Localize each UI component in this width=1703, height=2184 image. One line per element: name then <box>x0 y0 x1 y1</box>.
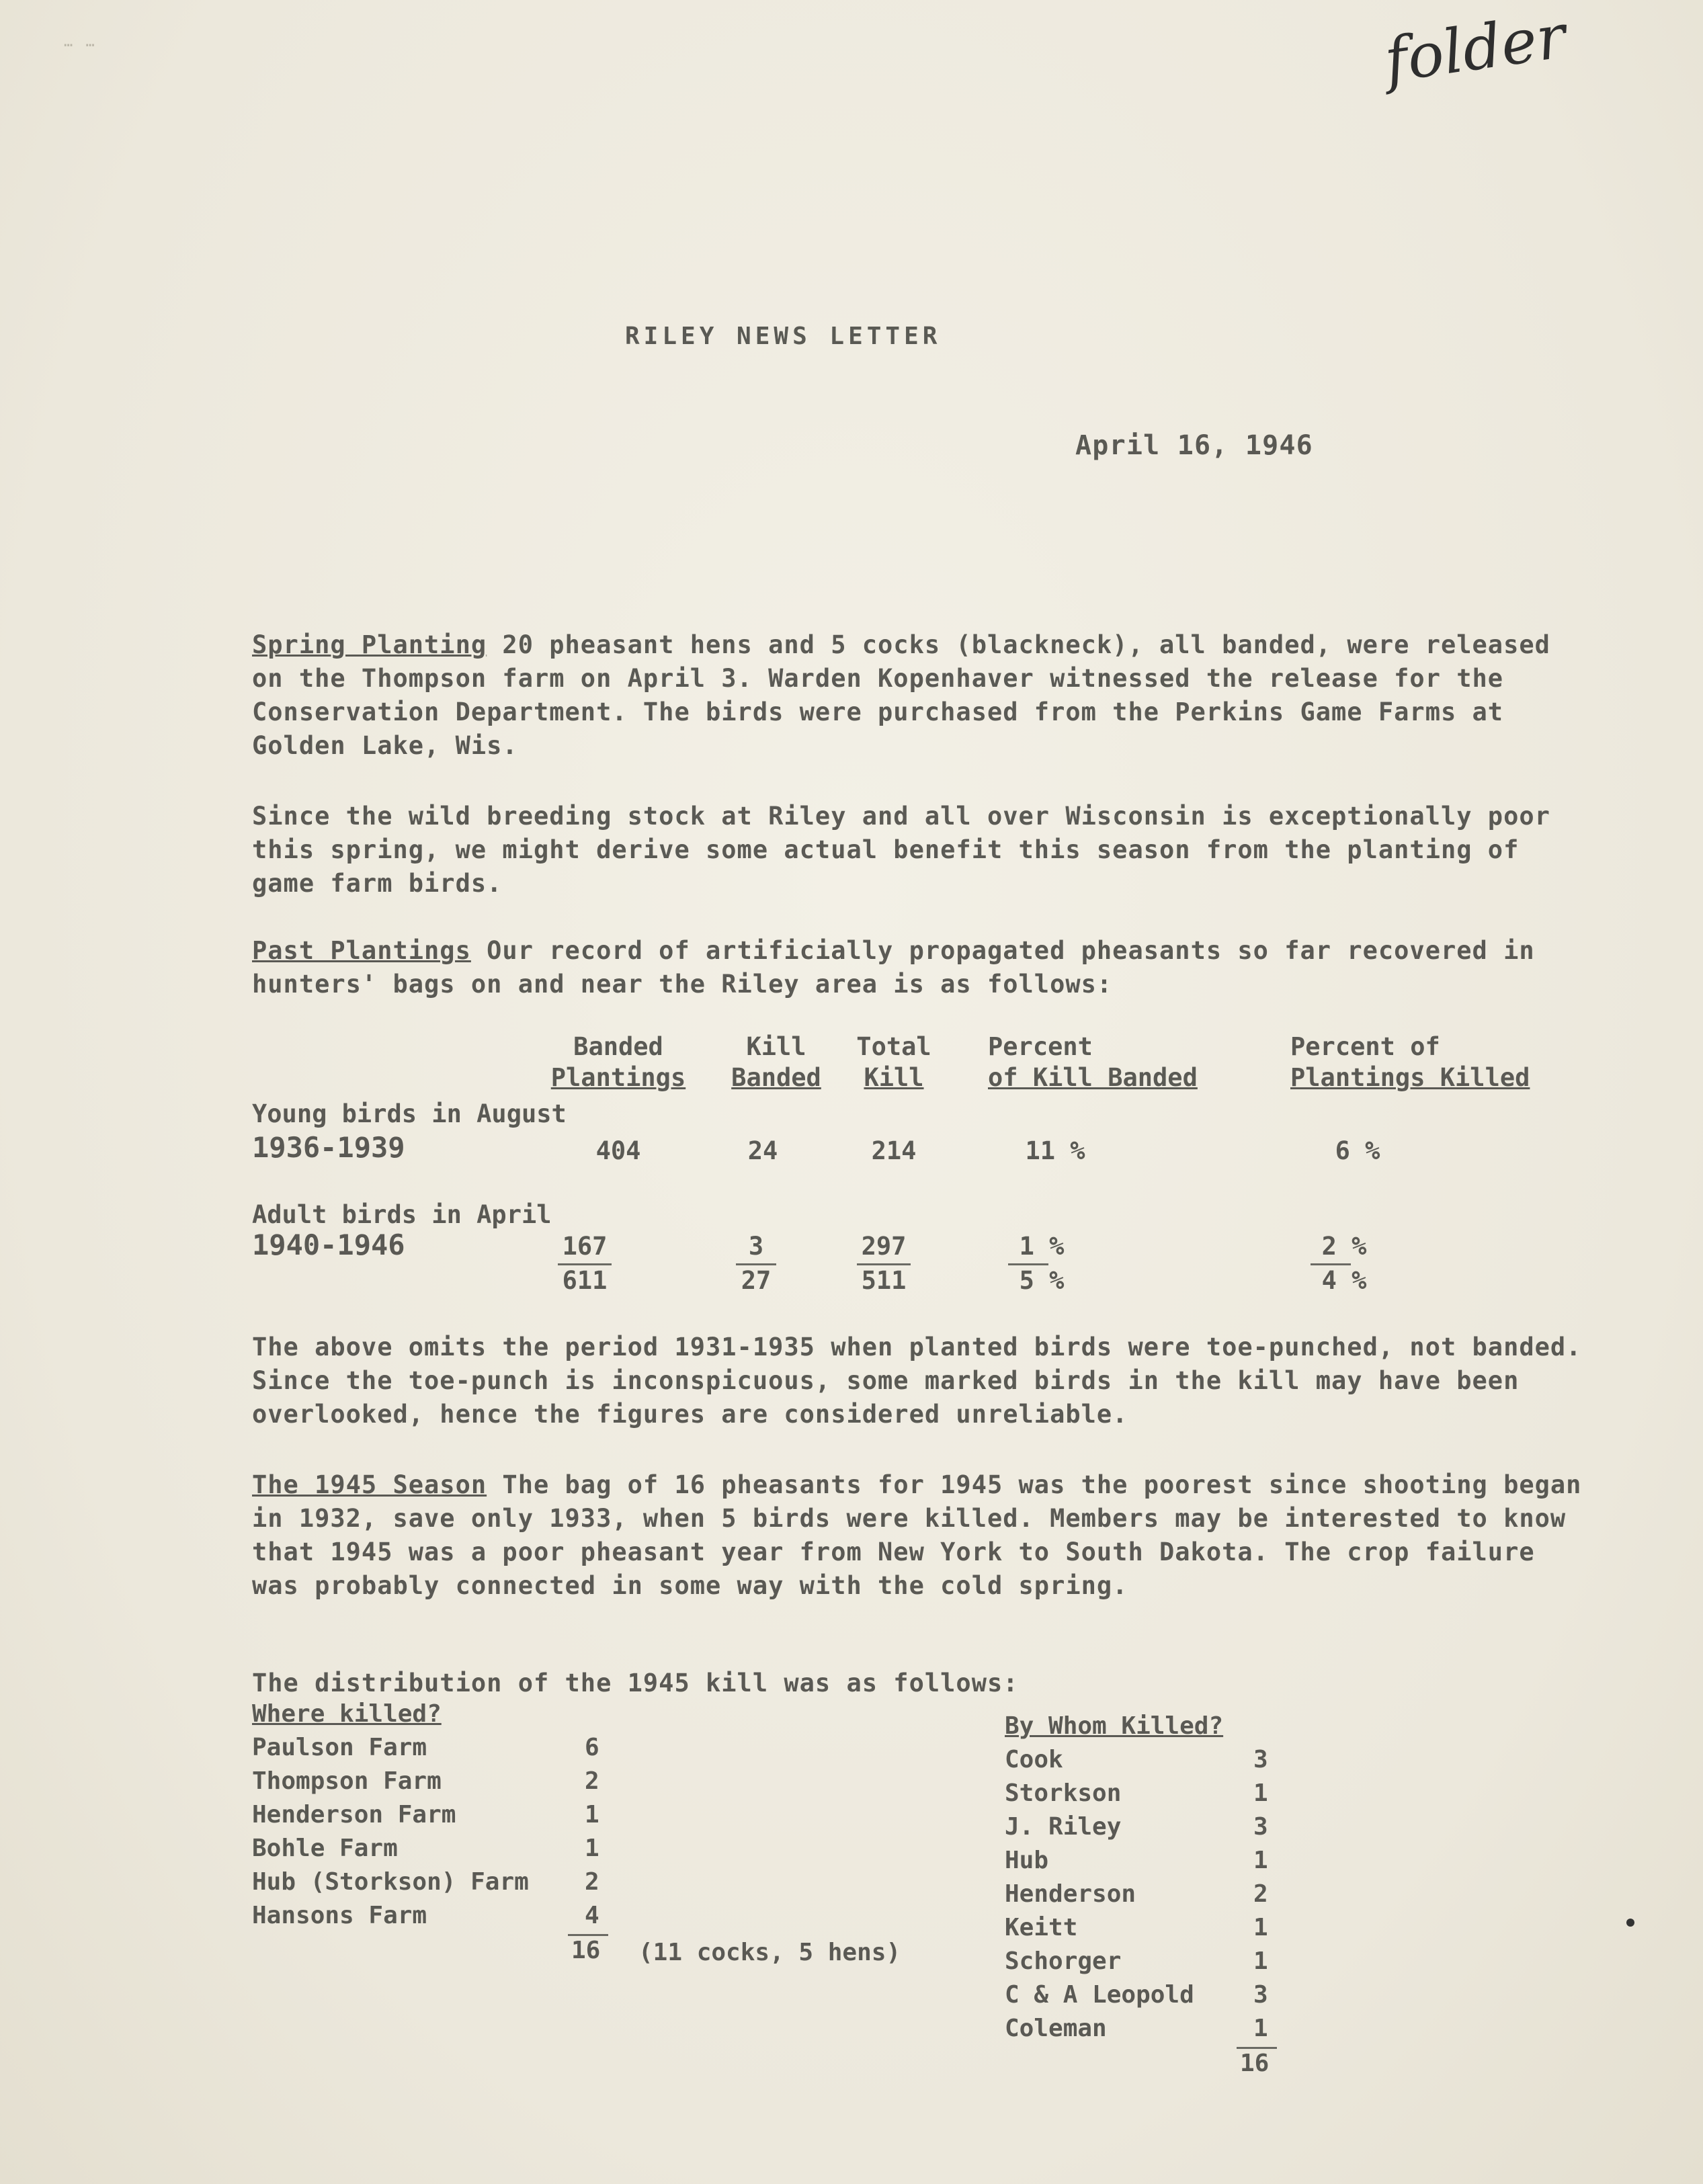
list-item: Coleman <box>1005 2015 1107 2042</box>
row-young-pct-kill: 11 % <box>1025 1136 1085 1165</box>
newsletter-date: April 16, 1946 <box>1075 430 1313 461</box>
paper-speck <box>1626 1919 1634 1927</box>
list-item: Paulson Farm <box>252 1734 427 1761</box>
past-plantings-paragraph <box>252 934 1583 1001</box>
corner-smudge: ⋯ ⋯ <box>64 37 97 54</box>
where-killed-total: 16 <box>571 1937 601 1964</box>
list-item-count: 1 <box>1253 1779 1268 1807</box>
header-percent-plantings-killed <box>1290 1032 1573 1093</box>
row-adult-banded-top: 167 <box>562 1232 608 1261</box>
spring-planting-text: 20 pheasant hens and 5 cocks (blackneck), all banded, were released on the Thompson farm on April 3. Warden Kopenhaver witnessed the release for the Conservation Department. The birds were purchased from the Perkins Game Farms at Golden Lake, Wis. <box>252 630 1550 760</box>
season-1945-heading: The 1945 Season <box>252 1470 487 1499</box>
list-item-count: 3 <box>1253 1746 1268 1773</box>
row-young-label2: 1936-1939 <box>252 1131 405 1164</box>
list-item: J. Riley <box>1005 1813 1122 1841</box>
header-banded-plantings <box>531 1032 706 1093</box>
list-item: Storkson <box>1005 1779 1122 1807</box>
stock-paragraph: Since the wild breeding stock at Riley and all over Wisconsin is exceptionally poor this spring, we might derive some actual benefit this season from the planting of game farm birds. <box>252 802 1550 898</box>
list-item-count: 1 <box>1253 1847 1268 1874</box>
row-adult-label2: 1940-1946 <box>252 1228 405 1261</box>
list-item-count: 2 <box>585 1767 599 1795</box>
list-item: Henderson <box>1005 1880 1136 1908</box>
header-line2: Plantings <box>550 1063 686 1092</box>
row-adult-kill-banded-top: 3 <box>748 1232 764 1261</box>
season-1945-text: The bag of 16 pheasants for 1945 was the poorest since shooting began in 1932, save only 1933, when 5 birds were killed. Members may be interested to know that 1945 was a poor pheasant year from New York to South Dakota. The crop failure was probably connected in some way with the cold spring. <box>252 1470 1582 1600</box>
row-young-label1: Young birds in August <box>252 1099 567 1128</box>
header-kill-banded <box>716 1032 837 1093</box>
list-item: C & A Leopold <box>1005 1981 1194 2009</box>
header-total-kill <box>843 1032 944 1093</box>
sum-line <box>568 1934 608 1936</box>
past-plantings-heading: Past Plantings <box>252 936 471 965</box>
row-adult-pct-plantings-top: 2 % <box>1321 1232 1367 1261</box>
list-item: Cook <box>1005 1746 1063 1773</box>
row-adult-total-kill-top: 297 <box>861 1232 907 1261</box>
season-1945-paragraph <box>252 1468 1583 1603</box>
list-item-count: 1 <box>1253 1914 1268 1941</box>
row-adult-total-kill-bottom: 511 <box>861 1266 907 1295</box>
list-item-count: 3 <box>1253 1813 1268 1841</box>
by-whom-heading: By Whom Killed? <box>1005 1712 1224 1740</box>
list-item: Hansons Farm <box>252 1902 427 1929</box>
list-item: Keitt <box>1005 1914 1078 1941</box>
row-adult-pct-kill-top: 1 % <box>1019 1232 1065 1261</box>
row-young-kill-banded: 24 <box>747 1136 778 1165</box>
list-item: Schorger <box>1005 1947 1122 1975</box>
header-line2: Kill <box>864 1063 924 1092</box>
header-line2: Banded <box>731 1063 821 1092</box>
list-item-count: 4 <box>585 1902 599 1929</box>
list-item-count: 1 <box>585 1835 599 1862</box>
spring-planting-paragraph <box>252 628 1583 763</box>
where-killed-note: (11 cocks, 5 hens) <box>638 1939 901 1966</box>
list-item-count: 1 <box>1253 1947 1268 1975</box>
sum-line <box>1237 2047 1277 2049</box>
past-plantings-text: Our record of artificially propagated pheasants so far recovered in hunters' bags on and near the Riley area is as follows: <box>252 936 1535 999</box>
list-item-count: 2 <box>585 1868 599 1896</box>
list-item-count: 3 <box>1253 1981 1268 2009</box>
list-item: Bohle Farm <box>252 1835 398 1862</box>
header-line1: Banded <box>573 1032 663 1061</box>
header-line2: of Kill Banded <box>988 1063 1198 1092</box>
row-adult-label1: Adult birds in April <box>252 1200 552 1229</box>
header-line2: Plantings Killed <box>1290 1063 1530 1092</box>
newsletter-title: RILEY NEWS LETTER <box>625 323 942 350</box>
row-young-total-kill: 214 <box>871 1136 917 1165</box>
header-percent-kill-banded <box>988 1032 1243 1093</box>
spring-planting-heading: Spring Planting <box>252 630 487 659</box>
list-item-count: 1 <box>585 1801 599 1829</box>
row-adult-kill-banded-bottom: 27 <box>741 1266 772 1295</box>
omits-paragraph: The above omits the period 1931-1935 when planted birds were toe-punched, not banded. Since the toe-punch is inconspicuous, some marked birds in the kill may have been overlooked, hence the figures are considered unreliable. <box>252 1333 1582 1429</box>
row-adult-pct-kill-bottom: 5 % <box>1019 1266 1065 1295</box>
list-item-count: 2 <box>1253 1880 1268 1908</box>
list-item-count: 6 <box>585 1734 599 1761</box>
distribution-intro: The distribution of the 1945 kill was as follows: <box>252 1669 1019 1697</box>
row-adult-pct-plantings-bottom: 4 % <box>1321 1266 1367 1295</box>
list-item: Hub <box>1005 1847 1049 1874</box>
header-line1: Percent <box>988 1032 1093 1061</box>
list-item: Hub (Storkson) Farm <box>252 1868 529 1896</box>
handwritten-note: folder <box>1380 1 1571 97</box>
list-item: Thompson Farm <box>252 1767 442 1795</box>
header-line1: Total <box>856 1032 931 1061</box>
header-line1: Percent of <box>1290 1032 1440 1061</box>
list-item-count: 1 <box>1253 2015 1268 2042</box>
header-line1: Kill <box>746 1032 806 1061</box>
row-adult-banded-bottom: 611 <box>562 1266 608 1295</box>
list-item: Henderson Farm <box>252 1801 456 1829</box>
row-young-pct-plantings: 6 % <box>1335 1136 1380 1165</box>
row-young-banded: 404 <box>595 1136 641 1165</box>
by-whom-total: 16 <box>1240 2050 1270 2077</box>
where-killed-heading: Where killed? <box>252 1700 442 1728</box>
